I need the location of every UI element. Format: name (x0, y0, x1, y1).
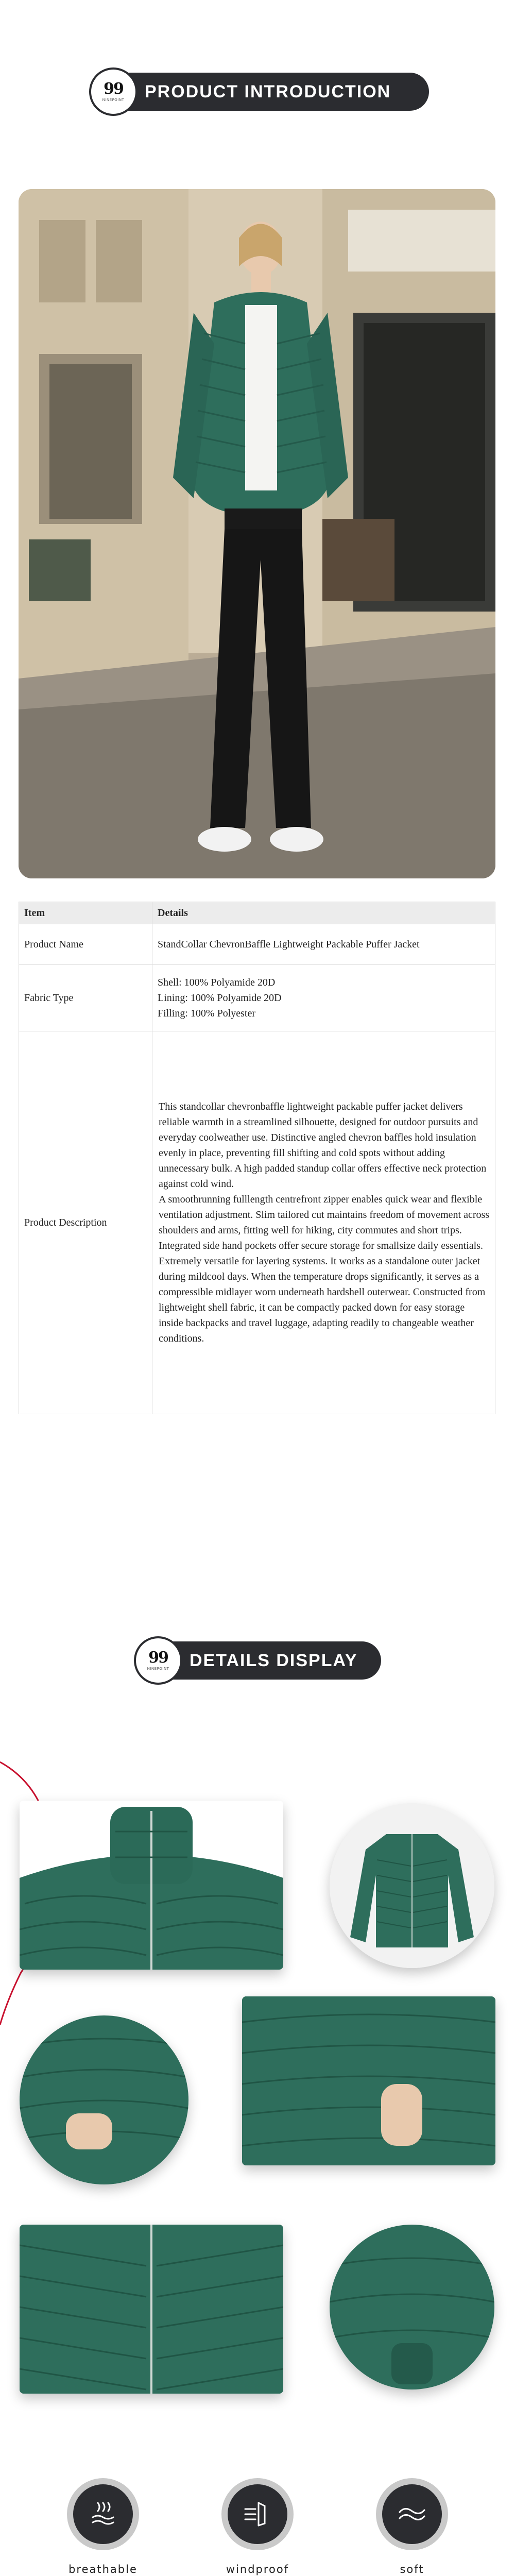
row-key-product-description: Product Description (19, 1031, 152, 1414)
detail-image-pocket (20, 2015, 188, 2184)
feature-soft (350, 2478, 474, 2576)
detail-image-full-jacket (330, 1803, 494, 1968)
description-paragraph: Extremely versatile for layering systems. It works as a standalone outer jacket during mildcool days. When the temperature drops significantly, it serves as a compressible midlayer worn underneath hardshell outerwear. Constructed from lightweight shell fabric, it can be compactly packed down for easy storage inside backpacks and travel luggage, adapting readily to changeable weather conditions. (159, 1256, 486, 1344)
logo-number: 99 (104, 80, 123, 98)
table-row (19, 1031, 495, 1414)
row-key-product-name: Product Name (19, 924, 152, 965)
table-row (19, 924, 495, 965)
table-header-row (19, 902, 495, 924)
section-header-details-display (139, 1641, 381, 1680)
hero-model-photo (19, 189, 495, 878)
windproof-icon (228, 2484, 287, 2544)
feature-label: breathable (68, 2563, 138, 2575)
section-title: DETAILS DISPLAY (190, 1650, 358, 1670)
description-paragraph: A smoothrunning fulllength centrefront zipper enables quick wear and flexible ventilation adjustment. Slim tailored cut maintains freedom of movement across shoulders and arms, fitting well for hiking, city commutes and short trips. Integrated side hand pockets offer secure storage for smallsize daily essentials. (159, 1194, 490, 1251)
logo-brand-text: NINEPOINT (102, 98, 125, 102)
fabric-shell: Shell: 100% Polyamide 20D (158, 977, 276, 988)
brand-logo (136, 1638, 180, 1683)
description-paragraph: This standcollar chevronbaffle lightweight packable puffer jacket delivers reliable warmth in a streamlined silhouette, designed for outdoor pursuits and everyday coolweather use. Distinctive angled chevron baffles hold insulation evenly in place, preventing fill shifting and cold spots without adding unnecessary bulk. A high padded standup collar offers effective neck protection against cold wind. (159, 1101, 487, 1190)
feature-windproof (196, 2478, 319, 2576)
detail-image-front-zipper (20, 2225, 283, 2394)
table-header-item: Item (19, 902, 152, 924)
row-value-product-description (152, 1031, 495, 1414)
feature-label: soft (400, 2563, 424, 2575)
hero-photo-illustration (19, 189, 495, 878)
soft-icon (382, 2484, 442, 2544)
brand-logo (91, 70, 135, 114)
table-row (19, 965, 495, 1031)
feature-breathable (41, 2478, 165, 2576)
row-value-product-name: StandCollar ChevronBaffle Lightweight Packable Puffer Jacket (152, 924, 495, 965)
detail-image-collar (20, 1801, 283, 1970)
section-header-product-introduction (94, 73, 429, 111)
row-key-fabric-type: Fabric Type (19, 965, 152, 1031)
breathable-icon (73, 2484, 133, 2544)
logo-brand-text: NINEPOINT (147, 1667, 169, 1671)
section-title: PRODUCT INTRODUCTION (145, 81, 391, 101)
table-header-details: Details (152, 902, 495, 924)
detail-image-cuff (330, 2225, 494, 2389)
detail-image-side-pocket (242, 1996, 495, 2165)
product-spec-table (19, 902, 495, 1414)
feature-label: windproof (226, 2563, 289, 2575)
fabric-lining: Lining: 100% Polyamide 20D (158, 992, 282, 1004)
logo-number: 99 (148, 1649, 168, 1667)
fabric-filling: Filling: 100% Polyester (158, 1008, 255, 1019)
row-value-fabric-type (152, 965, 495, 1031)
